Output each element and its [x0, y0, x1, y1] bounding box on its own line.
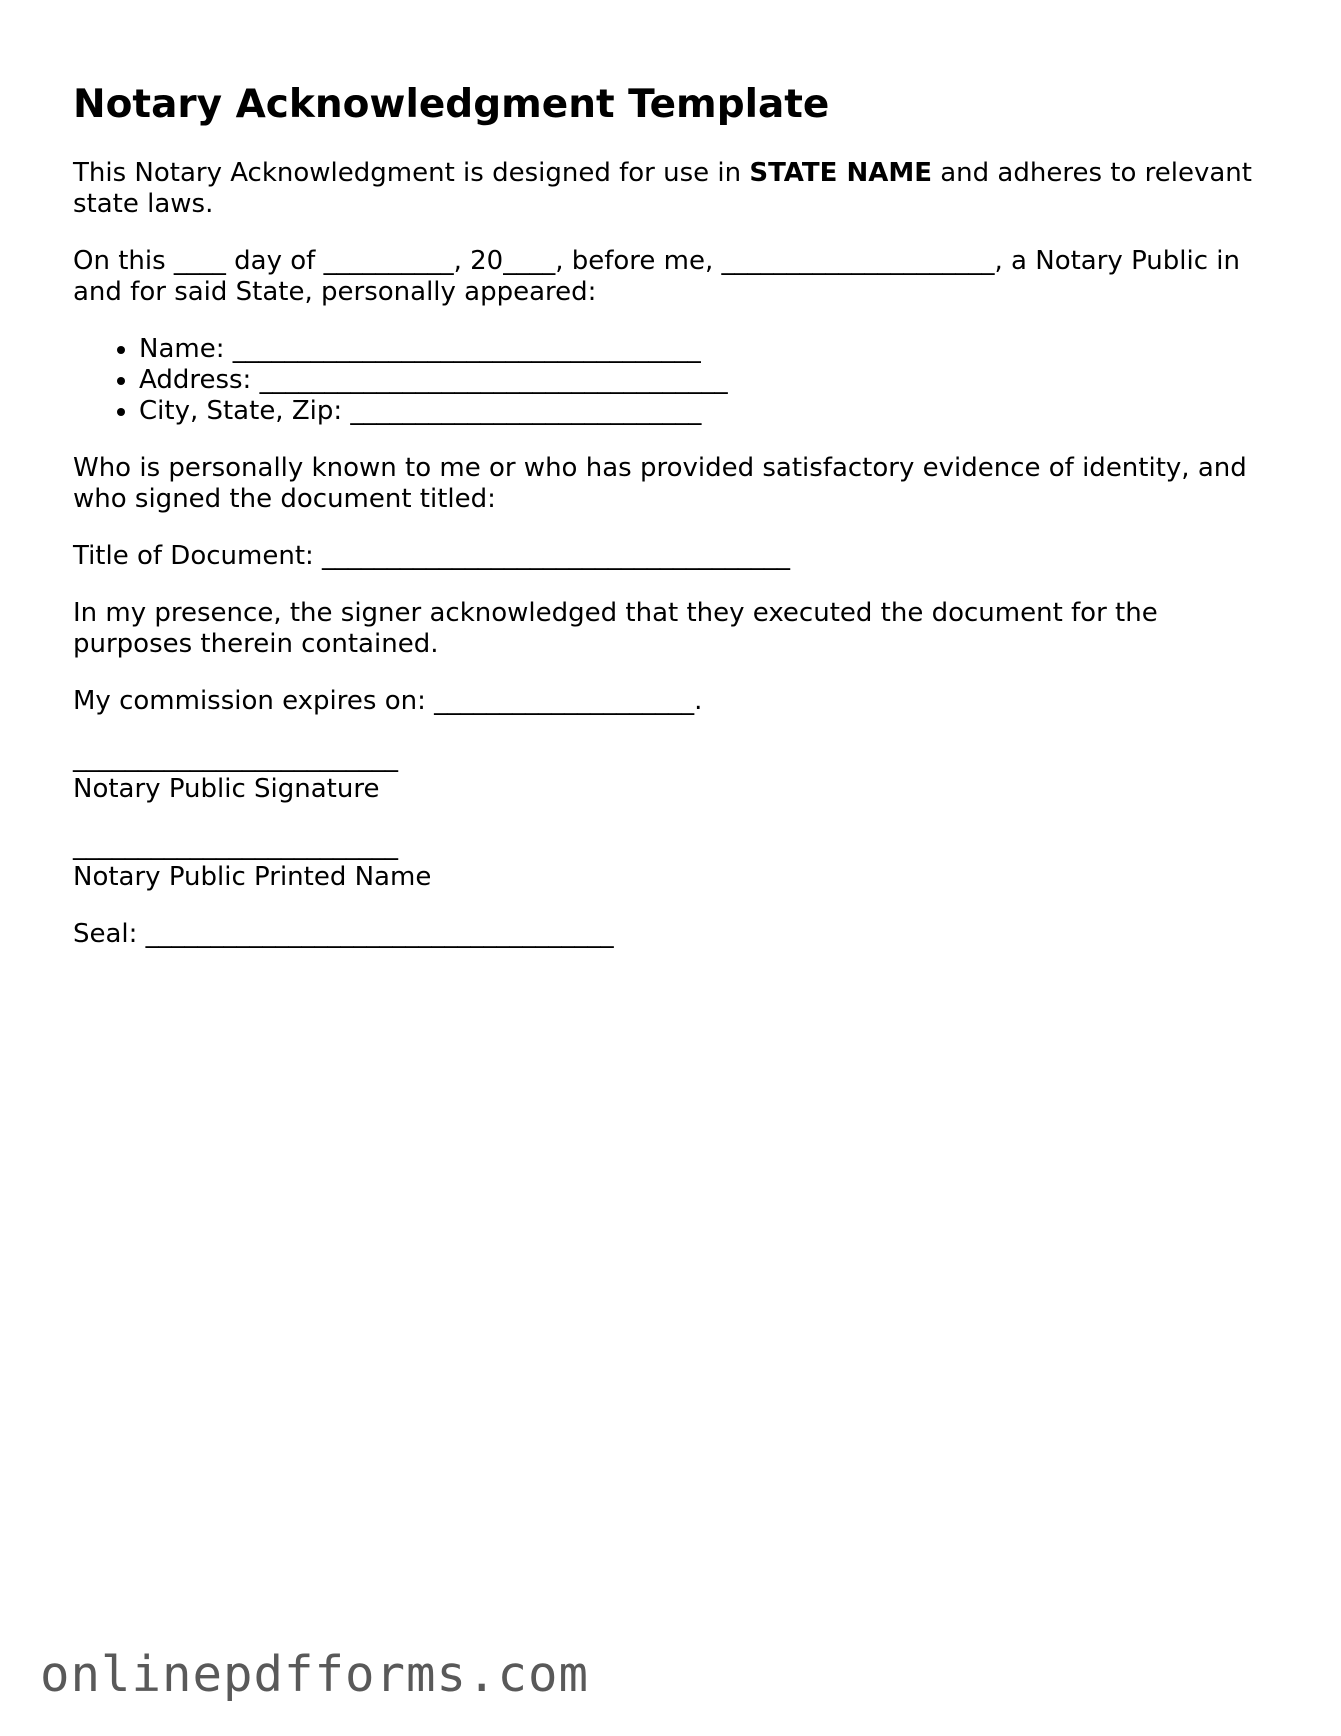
commission-expiry-field: My commission expires on: ____________________.	[73, 686, 703, 716]
presence-paragraph: In my presence, the signer acknowledged that they executed the document for the purposes therein contained.	[73, 598, 1158, 659]
signer-fields-list	[73, 334, 1273, 427]
evidence-paragraph: Who is personally known to me or who has provided satisfactory evidence of identity, and who signed the document titled:	[73, 453, 1247, 514]
appearance-paragraph: On this ____ day of __________, 20____, before me, _____________________, a Notary Public in and for said State, personally appeared:	[73, 246, 1240, 307]
state-name: STATE NAME	[749, 158, 932, 188]
intro-text-end: and adheres to relevant state laws.	[73, 158, 1252, 219]
site-watermark: onlinepdfforms.com	[40, 1646, 590, 1703]
address-field: • Address: ____________________________________	[139, 365, 1273, 396]
document-title-field: Title of Document: ____________________________________	[73, 541, 791, 571]
seal-field: Seal: ____________________________________	[73, 919, 614, 949]
signature-label: Notary Public Signature	[73, 774, 380, 804]
intro-paragraph	[73, 158, 1273, 220]
printed-name-line: _________________________	[73, 831, 398, 861]
printed-name-label: Notary Public Printed Name	[73, 862, 432, 892]
notary-signature-block	[73, 743, 1273, 805]
name-field: • Name: ____________________________________	[139, 334, 1273, 365]
notary-printed-name-block	[73, 831, 1273, 893]
intro-text-start: This Notary Acknowledgment is designed for use in	[73, 158, 750, 188]
document-page	[73, 80, 1273, 976]
page-title: Notary Acknowledgment Template	[73, 82, 830, 127]
signature-line: _________________________	[73, 743, 398, 773]
city-state-zip-field: • City, State, Zip: ___________________________	[139, 396, 1273, 427]
